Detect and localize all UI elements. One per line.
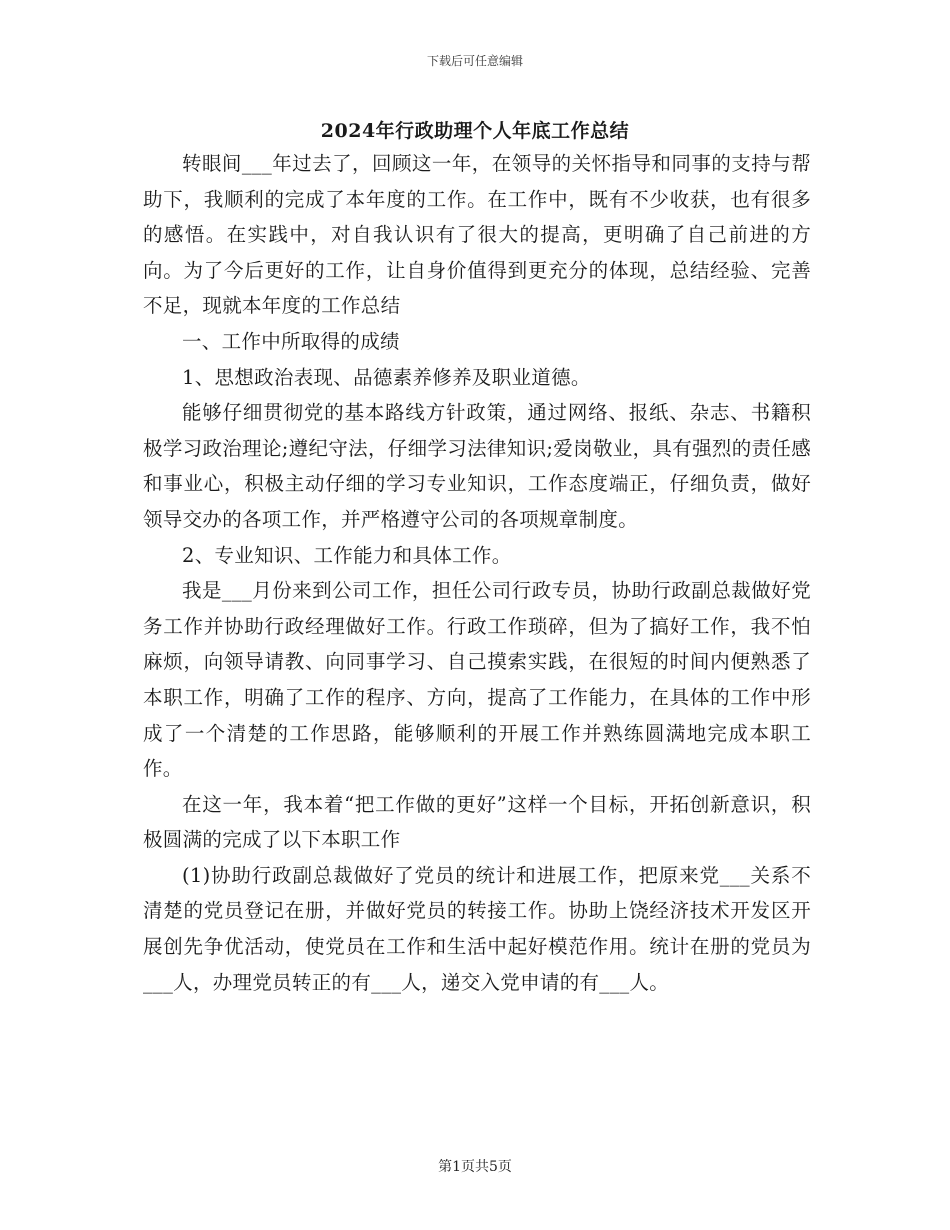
document-title: 2024年行政助理个人年底工作总结 [320, 120, 630, 142]
page-number: 第1页共5页 [438, 1159, 512, 1175]
subheading-political-ethics: 1、思想政治表现、品德素养修养及职业道德。 [182, 365, 591, 389]
document-body [143, 146, 811, 1000]
paragraph-political-ethics: 能够仔细贯彻党的基本路线方针政策，通过网络、报纸、杂志、书籍积极学习政治理论;遵纪守法，仔细学习法律知识;爱岗敬业，具有强烈的责任感和事业心，积极主动仔细的学习专业知识，工作态度端正，仔细负责，做好领导交办的各项工作，并严格遵守公司的各项规章制度。 [143, 401, 811, 531]
header-note: 下载后可任意编辑 [426, 54, 523, 68]
section-heading-achievements: 一、工作中所取得的成绩 [182, 329, 400, 353]
paragraph-professional-work: 我是___月份来到公司工作，担任公司行政专员，协助行政副总裁做好党务工作并协助行政经理做好工作。行政工作琐碎，但为了搞好工作，我不怕麻烦，向领导请教、向同事学习、自己摸索实践，在很短的时间内便熟悉了本职工作，明确了工作的程序、方向，提高了工作能力，在具体的工作中形成了一个清楚的工作思路，能够顺利的开展工作并熟练圆满地完成本职工作。 [143, 579, 811, 781]
paragraph-item-1: (1)协助行政副总裁做好了党员的统计和进展工作，把原来党___关系不清楚的党员登记在册，并做好党员的转接工作。协助上饶经济技术开发区开展创先争优活动，使党员在工作和生活中起好模范作用。统计在册的党员为___人，办理党员转正的有___人，递交入党申请的有___人。 [143, 863, 811, 994]
subheading-professional-work: 2、专业知识、工作能力和具体工作。 [182, 543, 512, 567]
paragraph-year-goal: 在这一年，我本着“把工作做的更好”这样一个目标，开拓创新意识，积极圆满的完成了以下本职工作 [143, 792, 811, 852]
paragraph-intro: 转眼间___年过去了，回顾这一年，在领导的关怀指导和同事的支持与帮助下，我顺利的完成了本年度的工作。在工作中，既有不少收获，也有很多的感悟。在实践中，对自我认识有了很大的提高，更明确了自己前进的方向。为了今后更好的工作，让自身价值得到更充分的体现，总结经验、完善不足，现就本年度的工作总结 [143, 152, 811, 318]
